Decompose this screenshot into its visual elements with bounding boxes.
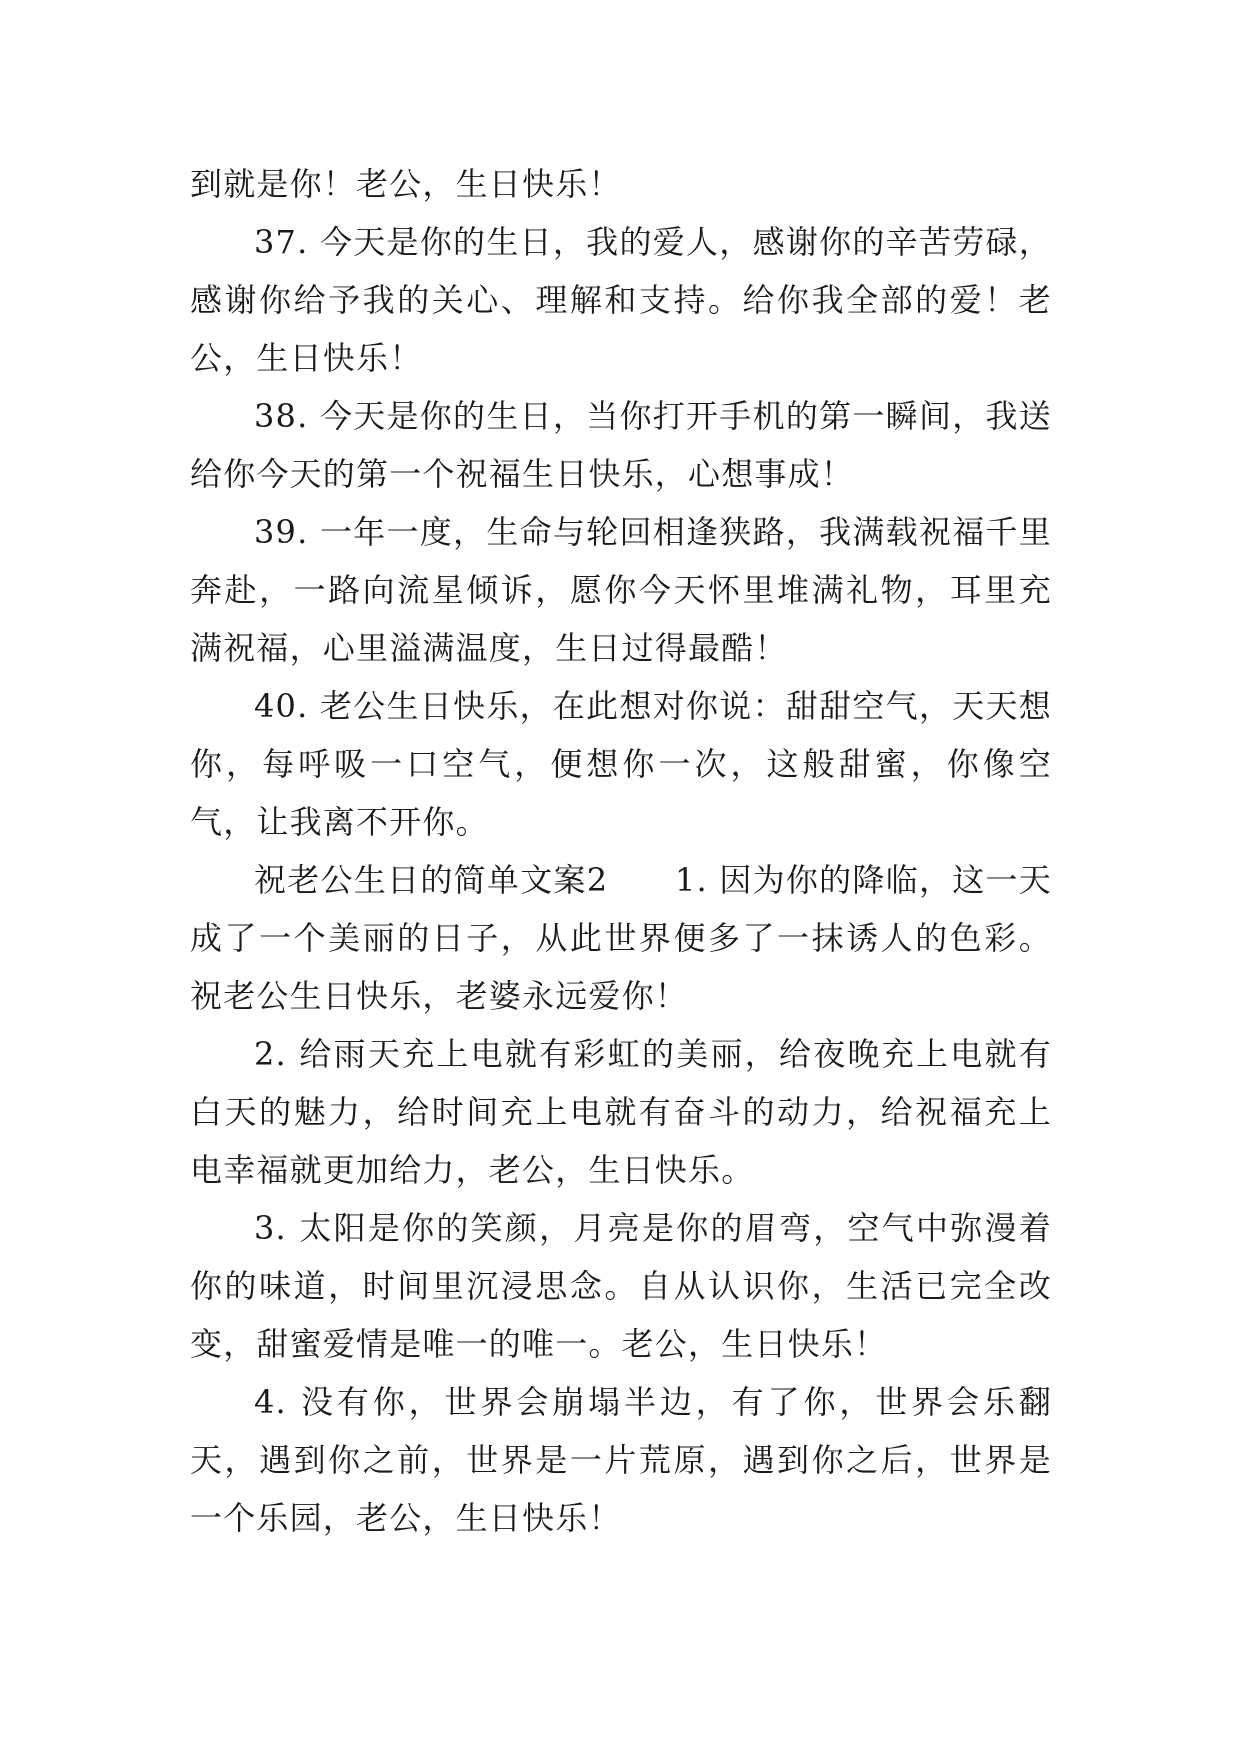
paragraph-continuation: 到就是你！老公，生日快乐！	[190, 165, 622, 203]
paragraph-item-38: 38. 今天是你的生日，当你打开手机的第一瞬间，我送给你今天的第一个祝福生日快乐，心想事成！	[190, 397, 1052, 493]
paragraph-section-2-item-3: 3. 太阳是你的笑颜，月亮是你的眉弯，空气中弥漫着你的味道，时间里沉浸思念。自从认识你，生活已完全改变，甜蜜爱情是唯一的唯一。老公，生日快乐！	[190, 1209, 1052, 1363]
paragraph-item-40: 40. 老公生日快乐，在此想对你说：甜甜空气，天天想你，每呼吸一口空气，便想你一次，这般甜蜜，你像空气，让我离不开你。	[190, 687, 1052, 841]
paragraph-section-2-item-1: 祝老公生日的简单文案2 1. 因为你的降临，这一天成了一个美丽的日子，从此世界便多了一抹诱人的色彩。祝老公生日快乐，老婆永远爱你！	[190, 861, 1052, 1015]
paragraph-item-37: 37. 今天是你的生日，我的爱人，感谢你的辛苦劳碌，感谢你给予我的关心、理解和支持。给你我全部的爱！老公，生日快乐！	[190, 223, 1052, 377]
paragraph-section-2-item-2: 2. 给雨天充上电就有彩虹的美丽，给夜晚充上电就有白天的魅力，给时间充上电就有奋斗的动力，给祝福充上电幸福就更加给力，老公，生日快乐。	[190, 1035, 1052, 1189]
paragraph-item-39: 39. 一年一度，生命与轮回相逢狭路，我满载祝福千里奔赴，一路向流星倾诉，愿你今天怀里堆满礼物，耳里充满祝福，心里溢满温度，生日过得最酷！	[190, 513, 1052, 667]
paragraph-section-2-item-4: 4. 没有你，世界会崩塌半边，有了你，世界会乐翻天，遇到你之前，世界是一片荒原，遇到你之后，世界是一个乐园，老公，生日快乐！	[190, 1383, 1052, 1537]
document-body	[190, 155, 1052, 1547]
